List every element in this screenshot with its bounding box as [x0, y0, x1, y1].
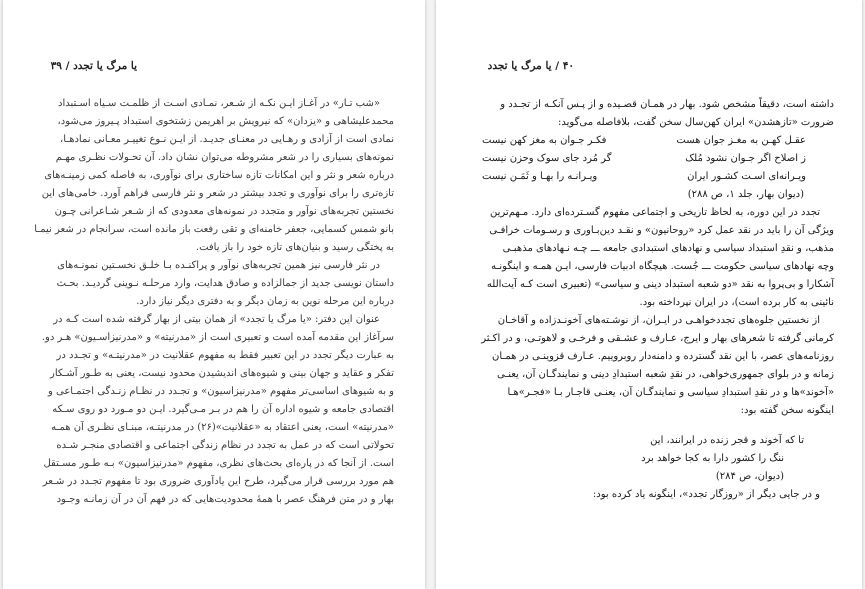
page-body [34, 95, 394, 509]
body-line: ویژگی آن را باید در نقد عمل کرد «روحانیون» و نقـد دین‌بـاوری و رسـومات خرافـی [489, 225, 834, 236]
hemistich: گر مُرد جای سوک وحزن نیست [482, 153, 612, 164]
left-page [3, 0, 425, 589]
body-line: تازه‌تری را برای نوآوری و تجدد بیشتر در شعر و نثر فارسی فراهم آورد. خامی‌های این [41, 188, 394, 199]
body-line: اینگونه سخن گفته بود: [740, 405, 834, 416]
body-line: به عبارت دیگر تجدد در این تعبیر فقط به مفهوم عقلانیت در «مدرنیتـه» و تجـدد در [56, 350, 394, 361]
hemistich: عقـل کهـن به مغـز جوان هست [676, 135, 806, 146]
page-header: یا مرگ یا تجدد / ۳۹ [50, 60, 137, 72]
body-line: عنوان این دفتر: «یا مرگ یا تجدد» از همان بیتی از بهار گرفته شده است کـه در [53, 314, 380, 325]
body-line: نائینی به کار برده است)، در ایران نپرداخته بود. [639, 297, 834, 308]
right-page [436, 0, 862, 589]
page-header: ۴۰ / یا مرگ یا تجدد [487, 60, 574, 72]
body-line: آشکارا و بی‌پروا به نقد «دو شعبه استبداد دینی و سیاسی» (تعبیری است کـه آیت‌الله [486, 279, 834, 290]
hemistich: ویـرانـه را بهـا و ثَمَـن نیست [482, 171, 598, 182]
body-line: سرآغاز این مقدمه آمده است و تعبیری است از «مدرنیته» و «مدرنیزاسـیون» هـر دو. [41, 332, 394, 343]
body-line: درباره این مرحله نوین به زمان دیگر و به دفتری دیگر نیاز دارد. [136, 296, 394, 307]
verse-line: ننگ را کشور دارا به کجا خواهد برد [641, 453, 784, 464]
body-line: است. از آنجا که در پاره‌ای بحث‌های نظری، مفهوم «مدرنیزاسیون» بـه طـور مسـتقل [43, 458, 394, 469]
body-line: و به شیوهای اساسی‌تر مفهوم «مدرنیزاسیون» و تجـدد در نظـام زنـدگی اجتمـاعی و [48, 386, 394, 397]
body-line: نخستین تجربه‌های نوآور و متجدد در نمونه‌های معدودی که از شـعر شـاعرانی چـون [54, 206, 394, 217]
body-line: داستان نویسی جدید از جمالزاده و صادق هدایت، وارد مرحلـه نـوینی گردیـد. بحـث [56, 278, 394, 289]
body-line: نمادی است از آزادی و رهـایی در معنـای جدیـد. از ایـن نـوع تغییـر معـانی نمادهـا، [60, 134, 394, 145]
body-line: محمدعلیشاهی و «یزدان» که نیرویش بر اهریمن زشتخوی استبداد پـیروز می‌شود، [57, 116, 394, 127]
body-line: تحولاتی است که در عمل به تجدد در نظام زندگی اجتماعی و اقتصادی منجـر شـده [56, 440, 394, 451]
body-line: از نخستین جلوه‌های تجددخواهـی در ایـران، از نوشـته‌های آخونـدزاده و آقاخـان [497, 315, 820, 326]
body-line: بهار و در متن فرهنگ عصر با همهٔ محدودیت‌هایی که در فهم آن در آن زمانـه وجـود [56, 494, 394, 505]
body-line: اقتصادی جامعه و شیوه اداره آن را هم در بـر مـی‌گیرد. ایـن دو مـورد دو روی سـکه [52, 404, 394, 415]
hemistich: فکـر جـوان به مغز کهن نیست [482, 135, 607, 146]
body-line: در نثر فارسی نیز همین تجربه‌های نوآور و پراکنـده بـا خلـق نخسـتین نمونـه‌های [57, 260, 380, 271]
body-line: «آخوند»ها و در نقدِ استبدادِ سیاسی و نمایندگـان آن، یعنـی قاجـار بـا «فجـر»هـا [507, 387, 834, 398]
poem [476, 132, 834, 186]
body-line: به پختگی رسید و بنیان‌های تازه خود را باز یافت. [195, 242, 394, 253]
body-line: تفکر و عقاید و جهان بینی و شیوه‌های اندیشیدن محدود نیست، یعنی به طـور آشـکار [50, 368, 394, 379]
verse-citation: (دیوان، ص ۲۸۴) [715, 471, 784, 482]
poem-verse [476, 150, 834, 168]
body-line: درباره شعر و نثر و این امکانات تازه ساختاری برای نوآوری، به فاصله کمی زمینـه‌های [44, 170, 394, 181]
poem-citation: (دیوان بهار، جلد ۱، ص ۲۸۸) [687, 189, 804, 200]
hemistich: ز اصلاح اگر جـوان نشود مُلک [685, 153, 806, 164]
hemistich: ویـرانه‌ای اسـت کشـور ایران [687, 171, 806, 182]
body-line: هم مورد بررسی قرار می‌گیرد، طرح این یادآوری ضروری بود تا مفهوم تجـدد در شـعر [42, 476, 394, 487]
body-line: روزنامه‌های عصر، با این نقد گسترده و دامنه‌دار روبروییم. عـارف قزوینـی در همـان [492, 351, 834, 362]
body-line: و در جایی دیگر از «روزگار تجدد»، اینگونه یاد کرده بود: [592, 489, 820, 500]
poem-verse [476, 168, 834, 186]
body-line: ضرورت «تازهشدن» ایران کهن‌سال سخن گفت، بلافاصله می‌گوید: [558, 117, 834, 128]
body-line: داشته است، دقیقاً مشخص شود. بهار در همـان قصـیده و از پـس آنکـه از تجـدد و [500, 99, 834, 110]
body-line: وچه نهادهای سیاسی حکومت ـــ جُست. هیچگاه ادبیات فارسی، ایـن همـه و اینگونـه [491, 261, 834, 272]
body-line: بانو شمس کسمایی، جعفر خامنه‌ای و تقی رفعت باز مانده است، سرانجام در شعر نیمـا [34, 224, 394, 235]
spacer [476, 420, 834, 432]
page-body [476, 96, 834, 504]
body-line: تجدد در این دوره، به لحاظ تاریخی و اجتماعی مفهوم گسـترده‌ای دارد. مـهم‌ترین [490, 207, 820, 218]
poem-verse [476, 132, 834, 150]
verse-line: تا که آخوند و قجر زنده در ایرانند، این [650, 435, 804, 446]
body-line: «مدرنیته» است، یعنی اعتقاد به «عقلانیت»(۲۶) در مدرنیتـه، مبنـای نظـری آن همـه [51, 422, 394, 433]
body-line: نمونه‌های بسیاری را در شعر مشروطه می‌توان نشان داد. آن تحـولات نظـری مهـم [55, 152, 394, 163]
body-line: مذهب، و نقدِ استبداد سیاسی و نهادهای استبدادی جامعه ـــ چـه نـهادهای مذهبـی [502, 243, 834, 254]
body-line: «شب تـار» در آغـاز ایـن نکـه از شـعر، نمـادی اسـت از ظلمـت سـیاه اسـتبداد [58, 98, 380, 109]
body-line: کرمانی گرفته تا شعرهای بهار و ایرج، عـارف و عشـقی و فرخـی و لاهوتـی، و در اکـثر [481, 333, 834, 344]
body-line: زمانه و در بلوای جمهوری‌خواهی، در نقدِ شعبه استبدادِ دینی و نمایندگـان آن، یعنـی [496, 369, 834, 380]
